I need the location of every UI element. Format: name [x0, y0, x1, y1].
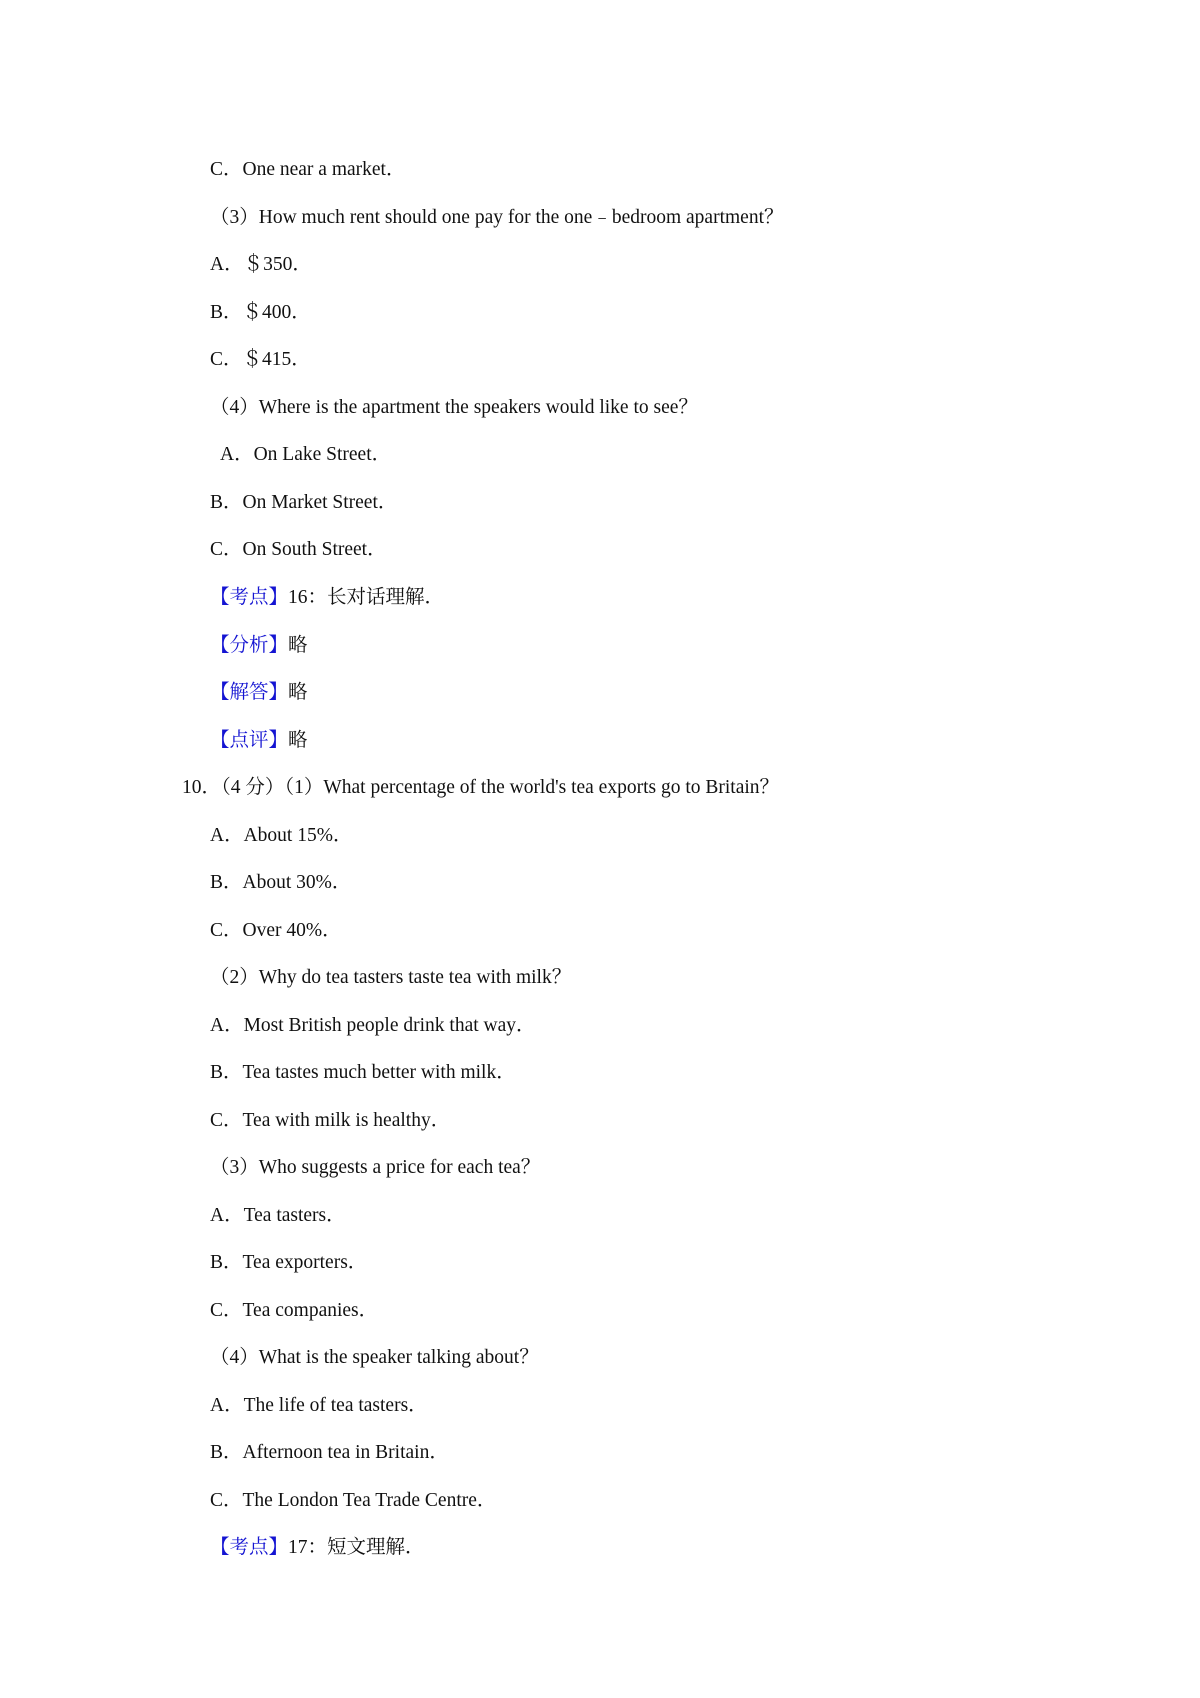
q10-kaodian — [210, 1536, 425, 1560]
q10-1-option-a: A．About 15%． — [210, 825, 353, 846]
q10-2-option-c: C．Tea with milk is healthy． — [210, 1110, 451, 1131]
q10-4-option-b: B．Afternoon tea in Britain． — [210, 1442, 449, 1463]
q9-4-option-a: A．On Lake Street． — [220, 444, 392, 465]
q9-jieda — [210, 681, 308, 705]
q9-4-option-b: B．On Market Street． — [210, 492, 398, 513]
dianping-tag: 【点评】 — [210, 730, 289, 751]
q9-3-option-a: A．＄350． — [210, 254, 312, 275]
kaodian-tag: 【考点】 — [210, 1537, 289, 1558]
q10-3-option-b: B．Tea exporters． — [210, 1252, 368, 1273]
q10-1-option-c: C．Over 40%． — [210, 920, 342, 941]
dianping-text: 略 — [288, 730, 308, 751]
q9-2-option-c: C．One near a market． — [210, 159, 406, 180]
q9-3-option-c: C．＄415． — [210, 349, 311, 370]
q10-3-option-c: C．Tea companies． — [210, 1300, 379, 1321]
fenxi-text: 略 — [288, 635, 308, 656]
q10-1-option-b: B．About 30%． — [210, 872, 352, 893]
q10-2-option-b: B．Tea tastes much better with milk． — [210, 1062, 516, 1083]
fenxi-tag: 【分析】 — [210, 635, 289, 656]
q10-3-option-a: A．Tea tasters． — [210, 1205, 346, 1226]
q10-4-option-a: A．The life of tea tasters． — [210, 1395, 428, 1416]
q9-fenxi — [210, 634, 308, 658]
q10-4-option-c: C．The London Tea Trade Centre． — [210, 1490, 497, 1511]
q9-3-option-b: B．＄400． — [210, 302, 311, 323]
q9-3-stem: （3）How much rent should one pay for the one﹣bedroom apartment？ — [210, 207, 784, 228]
q10-2-stem: （2）Why do tea tasters taste tea with milk？ — [210, 967, 572, 988]
q9-dianping — [210, 729, 308, 753]
jieda-text: 略 — [288, 682, 308, 703]
q9-4-stem: （4）Where is the apartment the speakers would like to see？ — [210, 397, 698, 418]
q10-header: 10．（4 分）（1）What percentage of the world's tea exports go to Britain？ — [182, 777, 780, 798]
kaodian-text: 16：长对话理解． — [288, 587, 445, 608]
q9-kaodian — [210, 586, 444, 610]
q10-2-option-a: A．Most British people drink that way． — [210, 1015, 536, 1036]
q10-3-stem: （3）Who suggests a price for each tea？ — [210, 1157, 541, 1178]
q9-4-option-c: C．On South Street． — [210, 539, 387, 560]
kaodian-text: 17：短文理解． — [288, 1537, 425, 1558]
kaodian-tag: 【考点】 — [210, 587, 289, 608]
q10-4-stem: （4）What is the speaker talking about？ — [210, 1347, 539, 1368]
jieda-tag: 【解答】 — [210, 682, 289, 703]
